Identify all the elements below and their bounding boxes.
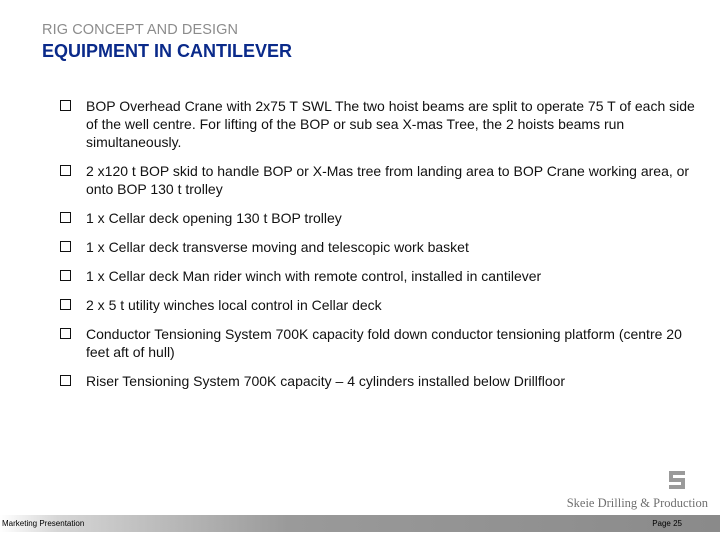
- company-logo-icon: [667, 470, 687, 490]
- bullet-list: [60, 97, 700, 390]
- list-item-text: 2 x 5 t utility winches local control in Cellar deck: [86, 297, 382, 313]
- checkbox-bullet-icon: [60, 212, 71, 223]
- list-item: [60, 209, 700, 227]
- list-item-text: Riser Tensioning System 700K capacity – 4 cylinders installed below Drillfloor: [86, 373, 566, 389]
- checkbox-bullet-icon: [60, 375, 71, 386]
- checkbox-bullet-icon: [60, 299, 71, 310]
- checkbox-bullet-icon: [60, 328, 71, 339]
- list-item: [60, 296, 700, 314]
- list-item-text: 2 x120 t BOP skid to handle BOP or X-Mas tree from landing area to BOP Crane working area, or onto BOP 130 t trolley: [86, 163, 690, 197]
- list-item: [60, 325, 700, 361]
- footer-bar: [0, 515, 720, 532]
- checkbox-bullet-icon: [60, 100, 71, 111]
- checkbox-bullet-icon: [60, 165, 71, 176]
- footer-presentation-label: Marketing Presentation: [2, 519, 85, 528]
- list-item-text: 1 x Cellar deck Man rider winch with remote control, installed in cantilever: [86, 268, 542, 284]
- list-item: [60, 162, 700, 198]
- list-item: [60, 238, 700, 256]
- checkbox-bullet-icon: [60, 270, 71, 281]
- checkbox-bullet-icon: [60, 241, 71, 252]
- list-item: [60, 97, 700, 151]
- list-item: [60, 372, 700, 390]
- page-number: Page 25: [652, 519, 682, 528]
- list-item-text: 1 x Cellar deck transverse moving and telescopic work basket: [86, 239, 469, 255]
- list-item: [60, 267, 700, 285]
- company-logo-text: Skeie Drilling & Production: [566, 496, 708, 510]
- page-title: EQUIPMENT IN CANTILEVER: [42, 41, 293, 61]
- section-kicker: RIG CONCEPT AND DESIGN: [42, 22, 239, 38]
- list-item-text: 1 x Cellar deck opening 130 t BOP trolley: [86, 210, 342, 226]
- list-item-text: Conductor Tensioning System 700K capacity fold down conductor tensioning platform (centre 20 feet aft of hull): [86, 326, 682, 360]
- list-item-text: BOP Overhead Crane with 2x75 T SWL The two hoist beams are split to operate 75 T of each side of the well centre. For lifting of the BOP or sub sea X-mas Tree, the 2 hoists beams run simultaneously.: [86, 98, 695, 150]
